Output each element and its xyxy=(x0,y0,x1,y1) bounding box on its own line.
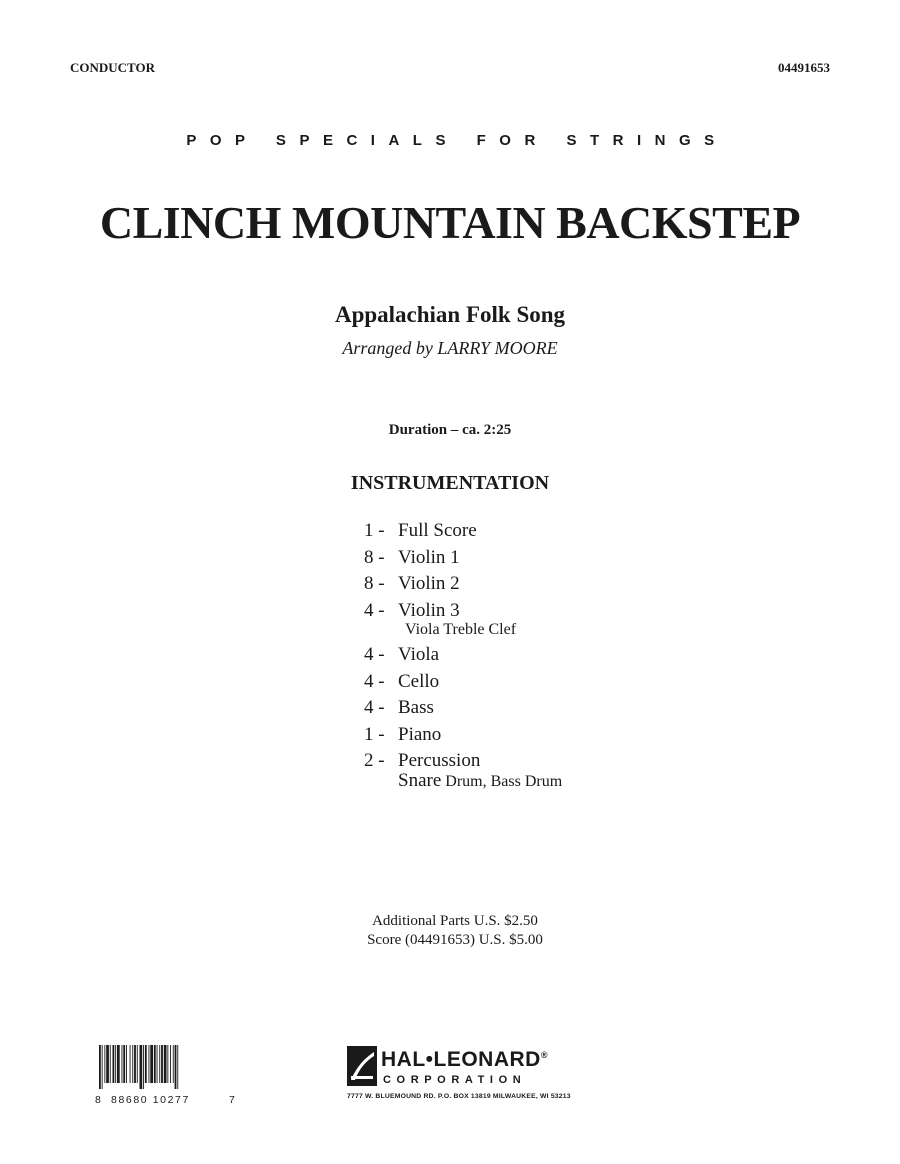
barcode-bar xyxy=(113,1045,115,1083)
series-title: POP SPECIALS FOR STRINGS xyxy=(186,132,728,149)
barcode-bar xyxy=(159,1045,160,1083)
part-name: Piano xyxy=(398,723,442,745)
barcode-bar xyxy=(110,1045,111,1083)
list-item xyxy=(364,545,562,572)
barcode-check-digit: 7 xyxy=(229,1094,235,1106)
barcode-bar xyxy=(143,1045,144,1089)
part-name: Viola xyxy=(398,644,440,665)
barcode-bar xyxy=(130,1045,131,1083)
barcode-bar xyxy=(170,1045,171,1083)
list-item xyxy=(364,722,562,749)
barcode-bar xyxy=(140,1045,143,1089)
part-name: Violin 2 xyxy=(398,573,460,594)
part-quantity: 8 - xyxy=(364,573,385,594)
barcode-bar xyxy=(175,1045,177,1089)
barcode-bar xyxy=(145,1045,147,1083)
barcode-bar xyxy=(177,1045,178,1089)
part-name: Violin 1 xyxy=(398,546,460,568)
barcode-bar xyxy=(122,1045,123,1083)
barcode-bar xyxy=(134,1045,136,1083)
barcode-bar xyxy=(123,1045,125,1083)
barcode-bar xyxy=(157,1045,158,1083)
barcode-bar xyxy=(126,1045,127,1083)
barcode-middle-digits: 88680 10277 xyxy=(111,1094,190,1106)
part-quantity: 1 - xyxy=(364,723,385,745)
barcode-bar xyxy=(115,1045,116,1083)
part-name: Violin 3 xyxy=(398,599,460,621)
barcode-bar xyxy=(104,1045,105,1083)
part-name: Cello xyxy=(398,670,440,692)
piece-subtitle: Appalachian Folk Song xyxy=(334,302,566,327)
list-item xyxy=(364,518,562,545)
barcode-bars xyxy=(97,1045,237,1089)
barcode-bar xyxy=(106,1045,109,1083)
barcode-digits xyxy=(97,1094,237,1108)
publisher-name: HAL•LEONARD® xyxy=(381,1048,548,1071)
part-quantity: 4 - xyxy=(364,599,385,621)
list-item xyxy=(364,571,562,598)
part-note-rest: Drum, Bass Drum xyxy=(441,772,563,790)
part-quantity: 4 - xyxy=(364,644,385,665)
barcode-bar xyxy=(150,1045,153,1083)
pricing xyxy=(0,912,900,950)
barcode-bar xyxy=(173,1045,174,1083)
list-item xyxy=(364,642,562,669)
list-item xyxy=(364,695,562,722)
piece-title: CLINCH MOUNTAIN BACKSTEP xyxy=(99,197,801,248)
score-price: Score (04491653) U.S. $5.00 xyxy=(367,932,543,948)
part-quantity: 8 - xyxy=(364,546,385,568)
barcode-bar xyxy=(161,1045,163,1083)
part-quantity: 2 - xyxy=(364,750,385,771)
barcode-bar xyxy=(154,1045,156,1083)
barcode-first-digit: 8 xyxy=(95,1094,101,1106)
part-name: Full Score xyxy=(398,520,477,541)
part-quantity: 1 - xyxy=(364,520,385,541)
instrumentation-list xyxy=(364,518,562,793)
catalog-number: 04491653 xyxy=(778,60,830,75)
part-quantity: 4 - xyxy=(364,670,385,692)
publisher-address: 7777 W. BLUEMOUND RD. P.O. BOX 13819 MILWAUKEE, WI 53213 xyxy=(347,1093,571,1100)
part-name: Percussion xyxy=(398,750,481,771)
part-label: CONDUCTOR xyxy=(70,60,155,75)
barcode-bar xyxy=(99,1045,101,1089)
barcode-bar xyxy=(137,1045,138,1083)
part-quantity: 4 - xyxy=(364,697,385,718)
duration: Duration – ca. 2:25 xyxy=(388,422,512,438)
publisher-corporation: CORPORATION xyxy=(383,1074,527,1086)
barcode-bar xyxy=(164,1045,167,1083)
part-note: Viola Treble Clef xyxy=(405,621,517,638)
barcode-bar xyxy=(102,1045,103,1089)
barcode-bar xyxy=(149,1045,150,1083)
part-name: Bass xyxy=(398,697,434,718)
barcode-bar xyxy=(167,1045,168,1083)
additional-parts-price: Additional Parts U.S. $2.50 xyxy=(372,913,538,929)
barcode xyxy=(97,1045,237,1108)
list-item xyxy=(364,669,562,696)
part-note-lead: Snare xyxy=(398,769,442,791)
barcode-bar xyxy=(132,1045,133,1083)
arranger-credit: Arranged by LARRY MOORE xyxy=(342,338,558,358)
barcode-bar xyxy=(117,1045,120,1083)
hal-leonard-emblem-icon xyxy=(347,1046,379,1088)
instrumentation-heading: INSTRUMENTATION xyxy=(350,472,550,494)
